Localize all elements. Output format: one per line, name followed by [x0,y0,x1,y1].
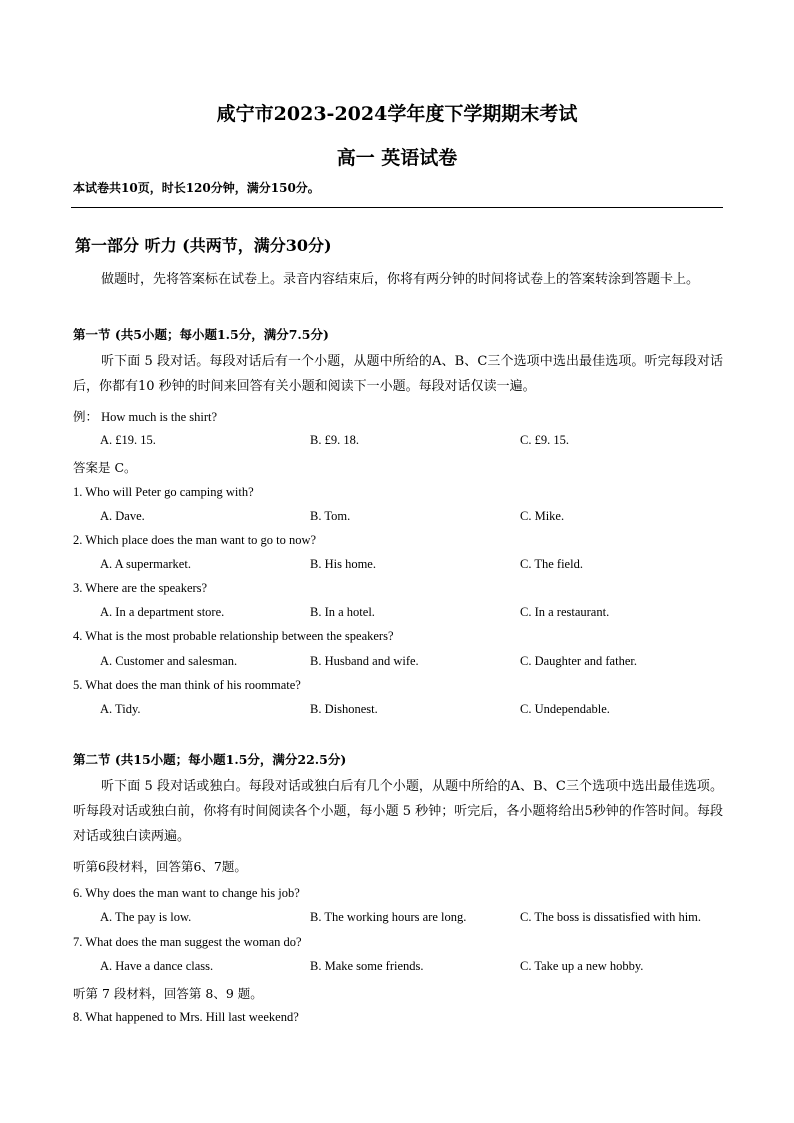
q2-option-c: C. The field. [520,557,583,571]
q6-option-c: C. The boss is dissatisfied with him. [520,910,702,924]
q4-option-b: B. Husband and wife. [310,654,419,668]
question-8: 8. What happened to Mrs. Hill last weekend? [73,1010,299,1024]
example-option-b: B. £9. 18. [310,433,359,447]
part1-title: 第一部分 听力 (共两节，满分30分) [75,236,332,255]
exam-title: 咸宁市2023-2024学年度下学期期末考试 [216,103,578,125]
question-4: 4. What is the most probable relationship between the speakers? [73,629,394,643]
example-question: 例： How much is the shirt? [73,410,218,424]
q1-option-a: A. Dave. [100,509,145,523]
group-8-9-heading: 听第 7 段材料，回答第 8、9 题。 [73,986,263,1001]
exam-subtitle: 高一 英语试卷 [336,147,458,169]
q7-option-c: C. Take up a new hobby. [520,959,644,973]
question-2: 2. Which place does the man want to go to now? [73,533,317,547]
q4-option-c: C. Daughter and father. [520,654,637,668]
q3-option-a: A. In a department store. [100,605,225,619]
group-6-7-heading: 听第6段材料，回答第6、7题。 [73,859,247,874]
q5-option-b: B. Dishonest. [310,702,378,716]
q1-option-b: B. Tom. [310,509,351,523]
q3-option-b: B. In a hotel. [310,605,375,619]
section2-title: 第二节 (共15小题；每小题1.5分，满分22.5分) [73,752,347,767]
example-option-a: A. £19. 15. [100,433,156,447]
question-6: 6. Why does the man want to change his job? [73,886,300,900]
q6-option-a: A. The pay is low. [100,910,192,924]
question-7: 7. What does the man suggest the woman do? [73,935,302,949]
example-option-c: C. £9. 15. [520,433,569,447]
question-3: 3. Where are the speakers? [73,581,208,595]
part1-instruction: 做题时，先将答案标在试卷上。录音内容结束后，你将有两分钟的时间将试卷上的答案转涂到答题卡上。 [101,272,700,287]
q6-option-b: B. The working hours are long. [310,910,467,924]
question-1: 1. Who will Peter go camping with? [73,485,254,499]
q5-option-a: A. Tidy. [100,702,141,716]
section1-title: 第一节 (共5小题；每小题1.5分，满分7.5分) [73,327,329,342]
q1-option-c: C. Mike. [520,509,565,523]
q4-option-a: A. Customer and salesman. [100,654,238,668]
q7-option-b: B. Make some friends. [310,959,424,973]
q2-option-a: A. A supermarket. [100,557,191,571]
exam-info: 本试卷共10页，时长120分钟，满分150分。 [73,181,320,195]
q2-option-b: B. His home. [310,557,376,571]
q5-option-c: C. Undependable. [520,702,610,716]
q7-option-a: A. Have a dance class. [100,959,214,973]
example-answer: 答案是 C。 [73,460,137,475]
q3-option-c: C. In a restaurant. [520,605,610,619]
section2-instruction: 听下面 5 段对话或独白。每段对话或独白后有几个小题，从题中所给的A、B、C三个选项中选出最佳选项。听每段对话或独白前，你将有时间阅读各个小题，每小题 5 秒钟；听完后，各小题将给出5秒钟的作答时间。每段对话或独白读两遍。 [73,779,723,844]
section1-instruction: 听下面 5 段对话。每段对话后有一个小题，从题中所给的A、B、C三个选项中选出最佳选项。听完每段对话后，你都有10 秒钟的时间来回答有关小题和阅读下一小题。每段对话仅读一遍。 [73,354,723,394]
question-5: 5. What does the man think of his roommate? [73,678,301,692]
header-divider [71,207,723,208]
